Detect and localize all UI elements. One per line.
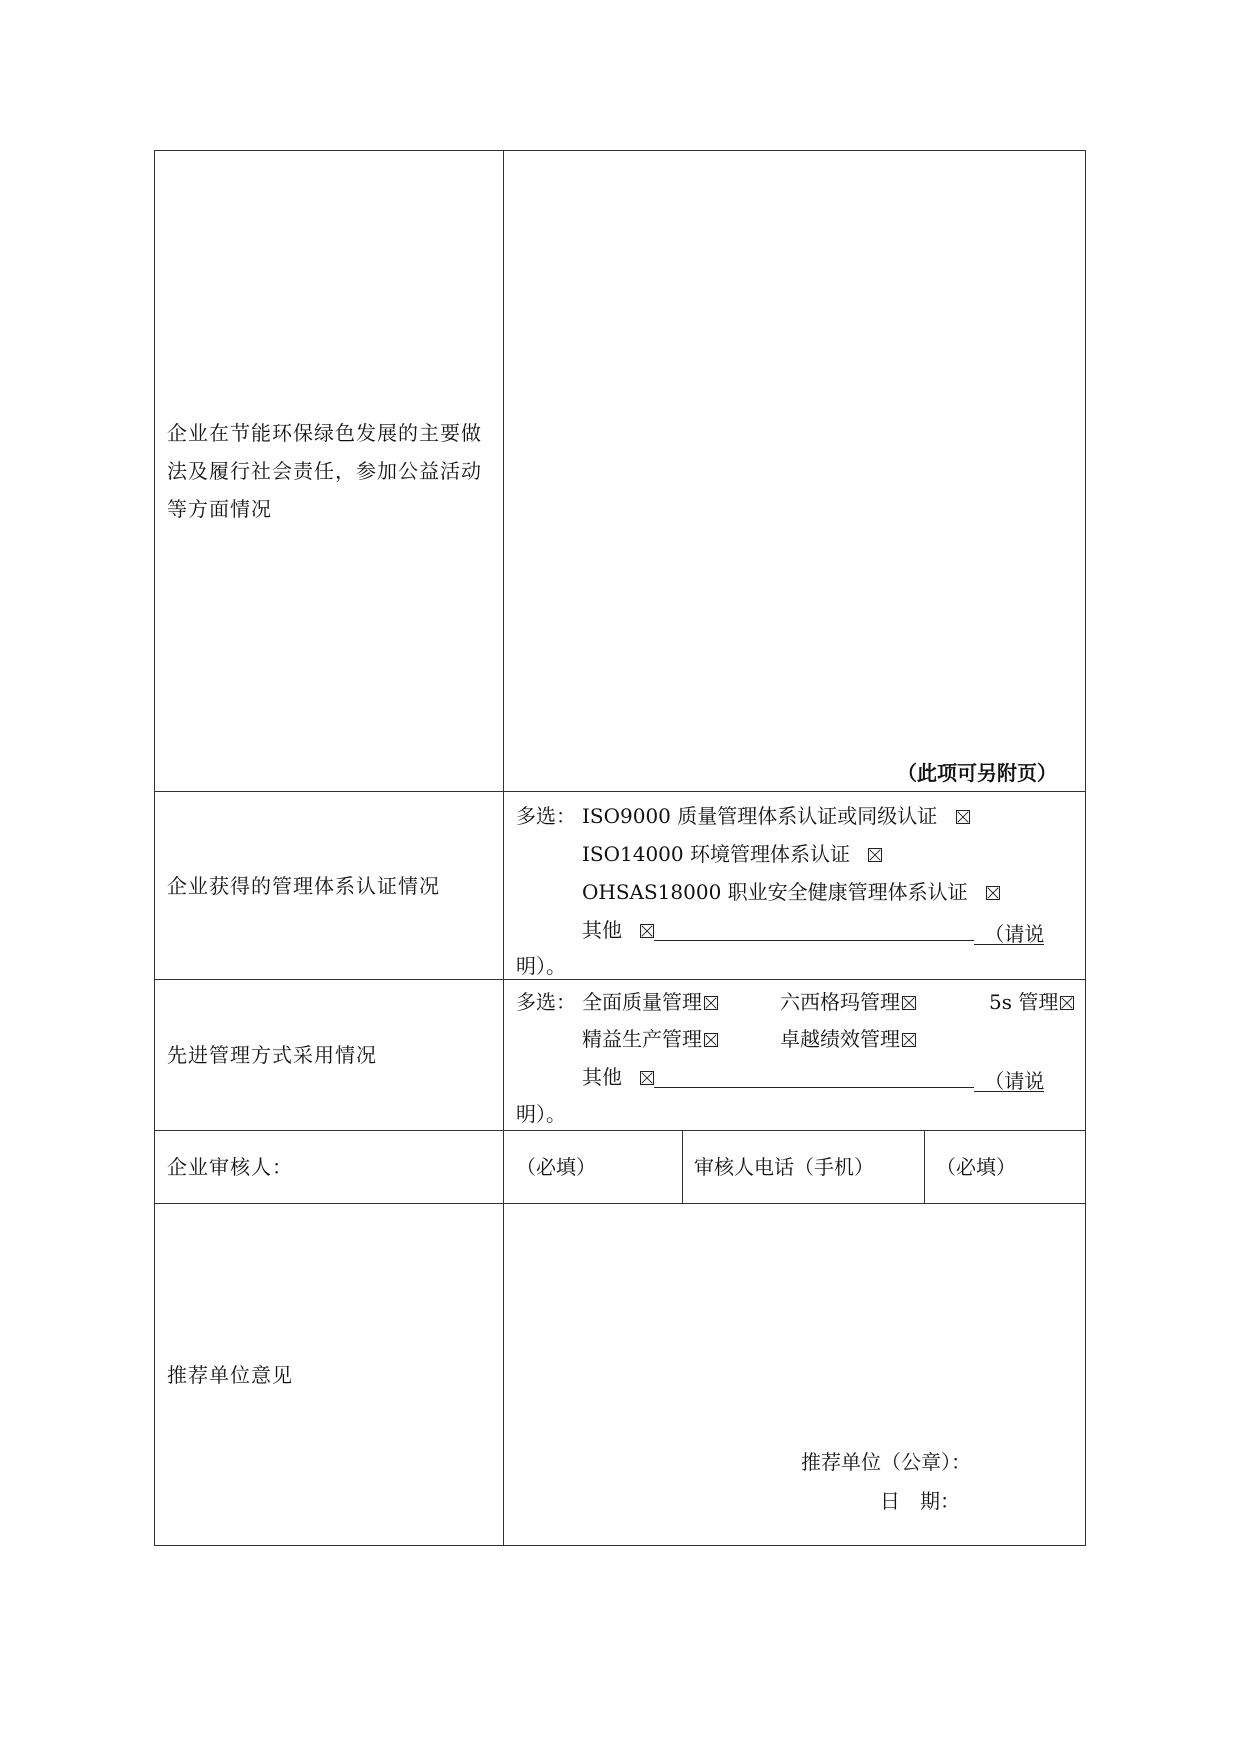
method-other-suffix: （请说 bbox=[974, 1069, 1044, 1092]
row-reviewer bbox=[155, 1130, 1085, 1203]
cert-option-ohsas18000-label: OHSAS18000 职业安全健康管理体系认证 bbox=[582, 880, 968, 904]
certifications-label-cell bbox=[155, 792, 504, 979]
reviewer-name-input[interactable]: （必填） bbox=[516, 1155, 596, 1179]
reviewer-label-cell bbox=[155, 1131, 504, 1203]
recommendation-date-label: 日 期： bbox=[880, 1489, 960, 1513]
method-other-input[interactable] bbox=[654, 1065, 974, 1088]
method-option-excellence[interactable] bbox=[780, 1027, 916, 1051]
reviewer-divider-1 bbox=[682, 1131, 683, 1203]
method-option-other[interactable] bbox=[582, 1065, 1044, 1092]
method-tqm-label: 全面质量管理 bbox=[582, 990, 702, 1014]
cert-other-input[interactable] bbox=[654, 918, 974, 941]
methods-options-cell bbox=[504, 980, 1085, 1130]
method-option-six-sigma[interactable] bbox=[780, 990, 916, 1014]
checkbox-iso14000[interactable] bbox=[868, 848, 882, 862]
attachment-note: （此项可另附页） bbox=[897, 761, 1057, 785]
method-six-sigma-label: 六西格玛管理 bbox=[780, 990, 900, 1014]
cert-option-other[interactable] bbox=[582, 918, 1044, 945]
recommendation-label-cell bbox=[155, 1204, 504, 1545]
reviewer-label: 企业审核人： bbox=[167, 1155, 293, 1179]
checkbox-cert-other[interactable] bbox=[640, 924, 654, 938]
method-option-5s[interactable] bbox=[989, 990, 1074, 1014]
recommendation-label: 推荐单位意见 bbox=[167, 1362, 293, 1387]
certifications-label: 企业获得的管理体系认证情况 bbox=[167, 873, 440, 898]
checkbox-excellence[interactable] bbox=[902, 1033, 916, 1047]
cert-option-iso9000-label: ISO9000 质量管理体系认证或同级认证 bbox=[582, 804, 938, 828]
green-development-label: 企业在节能环保绿色发展的主要做法及履行社会责任，参加公益活动等方面情况 bbox=[167, 421, 482, 521]
recommendation-stamp-label: 推荐单位（公章）： bbox=[801, 1450, 971, 1474]
cert-option-iso14000-label: ISO14000 环境管理体系认证 bbox=[582, 842, 850, 866]
reviewer-phone-input[interactable]: （必填） bbox=[936, 1155, 1016, 1179]
green-development-label-cell bbox=[155, 151, 504, 791]
application-form-table bbox=[154, 150, 1086, 1546]
method-5s-label: 5s 管理 bbox=[989, 990, 1059, 1014]
method-option-lean[interactable] bbox=[582, 1027, 718, 1051]
method-other-suffix-line2: 明）。 bbox=[516, 1102, 566, 1126]
cert-other-label: 其他 bbox=[582, 918, 622, 942]
methods-multi-select-prefix: 多选： bbox=[516, 990, 576, 1014]
methods-label-cell bbox=[155, 980, 504, 1130]
row-certifications bbox=[155, 791, 1085, 979]
row-management-methods bbox=[155, 979, 1085, 1130]
recommendation-input-area[interactable] bbox=[504, 1204, 1085, 1545]
cert-other-suffix-line2: 明）。 bbox=[516, 954, 566, 978]
cert-option-iso14000[interactable] bbox=[582, 842, 882, 866]
certifications-options-cell bbox=[504, 792, 1085, 979]
cert-option-iso9000[interactable] bbox=[582, 804, 970, 828]
checkbox-method-other[interactable] bbox=[640, 1071, 654, 1085]
methods-label: 先进管理方式采用情况 bbox=[167, 1043, 377, 1067]
method-excellence-label: 卓越绩效管理 bbox=[780, 1027, 900, 1051]
cert-option-ohsas18000[interactable] bbox=[582, 880, 1000, 904]
method-lean-label: 精益生产管理 bbox=[582, 1027, 702, 1051]
method-other-label: 其他 bbox=[582, 1065, 622, 1089]
checkbox-tqm[interactable] bbox=[704, 996, 718, 1010]
reviewer-fields-cell bbox=[504, 1131, 1085, 1203]
reviewer-divider-2 bbox=[924, 1131, 925, 1203]
cert-other-suffix: （请说 bbox=[974, 922, 1044, 945]
reviewer-phone-label: 审核人电话（手机） bbox=[694, 1155, 874, 1179]
checkbox-lean[interactable] bbox=[704, 1033, 718, 1047]
checkbox-5s[interactable] bbox=[1060, 996, 1074, 1010]
checkbox-six-sigma[interactable] bbox=[902, 996, 916, 1010]
green-development-input-area[interactable] bbox=[504, 151, 1085, 791]
checkbox-iso9000[interactable] bbox=[956, 810, 970, 824]
row-recommendation bbox=[155, 1203, 1085, 1545]
method-option-tqm[interactable] bbox=[582, 990, 718, 1014]
row-green-development bbox=[155, 151, 1085, 791]
multi-select-prefix: 多选： bbox=[516, 804, 576, 828]
checkbox-ohsas18000[interactable] bbox=[986, 886, 1000, 900]
